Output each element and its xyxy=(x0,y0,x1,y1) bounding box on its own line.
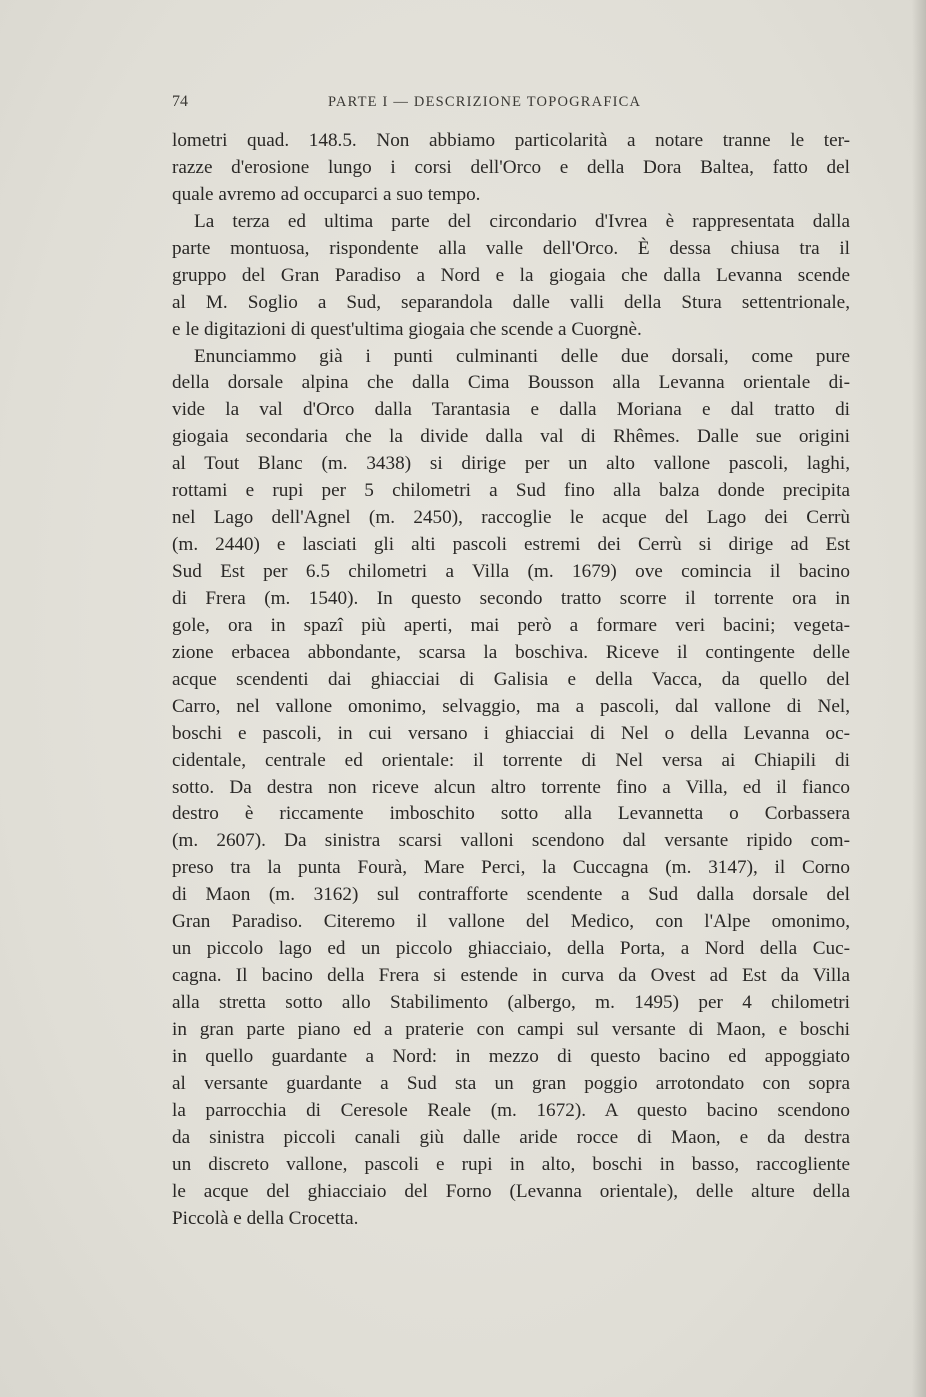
text-line: la parrocchia di Ceresole Reale (m. 1672). A questo bacino scendono xyxy=(172,1099,850,1121)
text-line: acque scendenti dai ghiacciai di Galisia e della Vacca, da quello del xyxy=(172,668,850,690)
text-line: destro è riccamente imboschito sotto alla Levannetta o Corbassera xyxy=(172,803,850,825)
text-line: di Frera (m. 1540). In questo secondo tratto scorre il torrente ora in xyxy=(172,587,850,609)
running-title: PARTE I — DESCRIZIONE TOPOGRAFICA xyxy=(328,94,642,110)
text-line: preso tra la punta Fourà, Mare Perci, la Cuccagna (m. 3147), il Corno xyxy=(172,857,850,879)
text-line: Carro, nel vallone omonimo, selvaggio, ma a pascoli, dal vallone di Nel, xyxy=(172,695,850,717)
text-line: (m. 2607). Da sinistra scarsi valloni scendono dal versante ripido com- xyxy=(172,830,850,852)
text-line: quale avremo ad occuparci a suo tempo. xyxy=(172,183,481,205)
text-line: (m. 2440) e lasciati gli alti pascoli estremi dei Cerrù si dirige ad Est xyxy=(172,534,850,556)
text-line: un discreto vallone, pascoli e rupi in alto, boschi in basso, raccogliente xyxy=(172,1153,850,1175)
text-line: razze d'erosione lungo i corsi dell'Orco e della Dora Baltea, fatto del xyxy=(172,156,850,178)
text-line: e le digitazioni di quest'ultima giogaia che scende a Cuorgnè. xyxy=(172,318,642,340)
text-line: della dorsale alpina che dalla Cima Bousson alla Levanna orientale di- xyxy=(172,372,850,394)
text-line: rottami e rupi per 5 chilometri a Sud fino alla balza donde precipita xyxy=(172,480,850,502)
page-gutter-shadow xyxy=(912,0,926,1397)
text-line: lometri quad. 148.5. Non abbiamo particolarità a notare tranne le ter- xyxy=(172,130,850,151)
text-line: cagna. Il bacino della Frera si estende in curva da Ovest ad Est da Villa xyxy=(172,965,850,987)
text-line: sotto. Da destra non riceve alcun altro torrente fino a Villa, ed il fianco xyxy=(172,776,850,798)
text-line: gruppo del Gran Paradiso a Nord e la giogaia che dalla Levanna scende xyxy=(172,264,850,286)
text-line: Gran Paradiso. Citeremo il vallone del Medico, con l'Alpe omonimo, xyxy=(172,911,850,933)
text-line: Enunciammo già i punti culminanti delle due dorsali, come pure xyxy=(194,345,850,367)
text-line: nel Lago dell'Agnel (m. 2450), raccoglie le acque del Lago dei Cerrù xyxy=(172,507,850,529)
text-line: Sud Est per 6.5 chilometri a Villa (m. 1679) ove comincia il bacino xyxy=(172,561,850,582)
text-line: al M. Soglio a Sud, separandola dalle valli della Stura settentrionale, xyxy=(172,291,850,313)
text-line: parte montuosa, rispondente alla valle dell'Orco. È dessa chiusa tra il xyxy=(172,237,850,259)
text-line: cidentale, centrale ed orientale: il torrente di Nel versa ai Chiapili di xyxy=(172,749,850,771)
body-text xyxy=(172,128,850,1232)
text-line: in quello guardante a Nord: in mezzo di questo bacino ed appoggiato xyxy=(172,1045,850,1067)
running-head xyxy=(172,93,850,113)
text-line: La terza ed ultima parte del circondario d'Ivrea è rappresentata dalla xyxy=(194,210,850,232)
text-line: gole, ora in spazî più aperti, mai però a formare veri bacini; vegeta- xyxy=(172,614,850,636)
text-line: Piccolà e della Crocetta. xyxy=(172,1207,359,1229)
page-number: 74 xyxy=(172,93,188,110)
text-line: alla stretta sotto allo Stabilimento (albergo, m. 1495) per 4 chilometri xyxy=(172,992,850,1013)
text-line: al Tout Blanc (m. 3438) si dirige per un alto vallone pascoli, laghi, xyxy=(172,453,850,475)
text-line: vide la val d'Orco dalla Tarantasia e dalla Moriana e dal tratto di xyxy=(172,399,850,421)
text-line: le acque del ghiacciaio del Forno (Levanna orientale), delle alture della xyxy=(172,1180,850,1202)
text-line: zione erbacea abbondante, scarsa la boschiva. Riceve il contingente delle xyxy=(172,641,850,663)
text-line: giogaia secondaria che la divide dalla val di Rhêmes. Dalle sue origini xyxy=(172,426,850,448)
text-line: di Maon (m. 3162) sul contrafforte scendente a Sud dalla dorsale del xyxy=(172,884,850,906)
text-line: da sinistra piccoli canali giù dalle aride rocce di Maon, e da destra xyxy=(172,1126,850,1148)
text-line: al versante guardante a Sud sta un gran poggio arrotondato con sopra xyxy=(172,1072,850,1094)
text-line: in gran parte piano ed a praterie con campi sul versante di Maon, e boschi xyxy=(172,1018,850,1040)
text-line: boschi e pascoli, in cui versano i ghiacciai di Nel o della Levanna oc- xyxy=(172,722,850,744)
text-line: un piccolo lago ed un piccolo ghiacciaio, della Porta, a Nord della Cuc- xyxy=(172,938,850,960)
